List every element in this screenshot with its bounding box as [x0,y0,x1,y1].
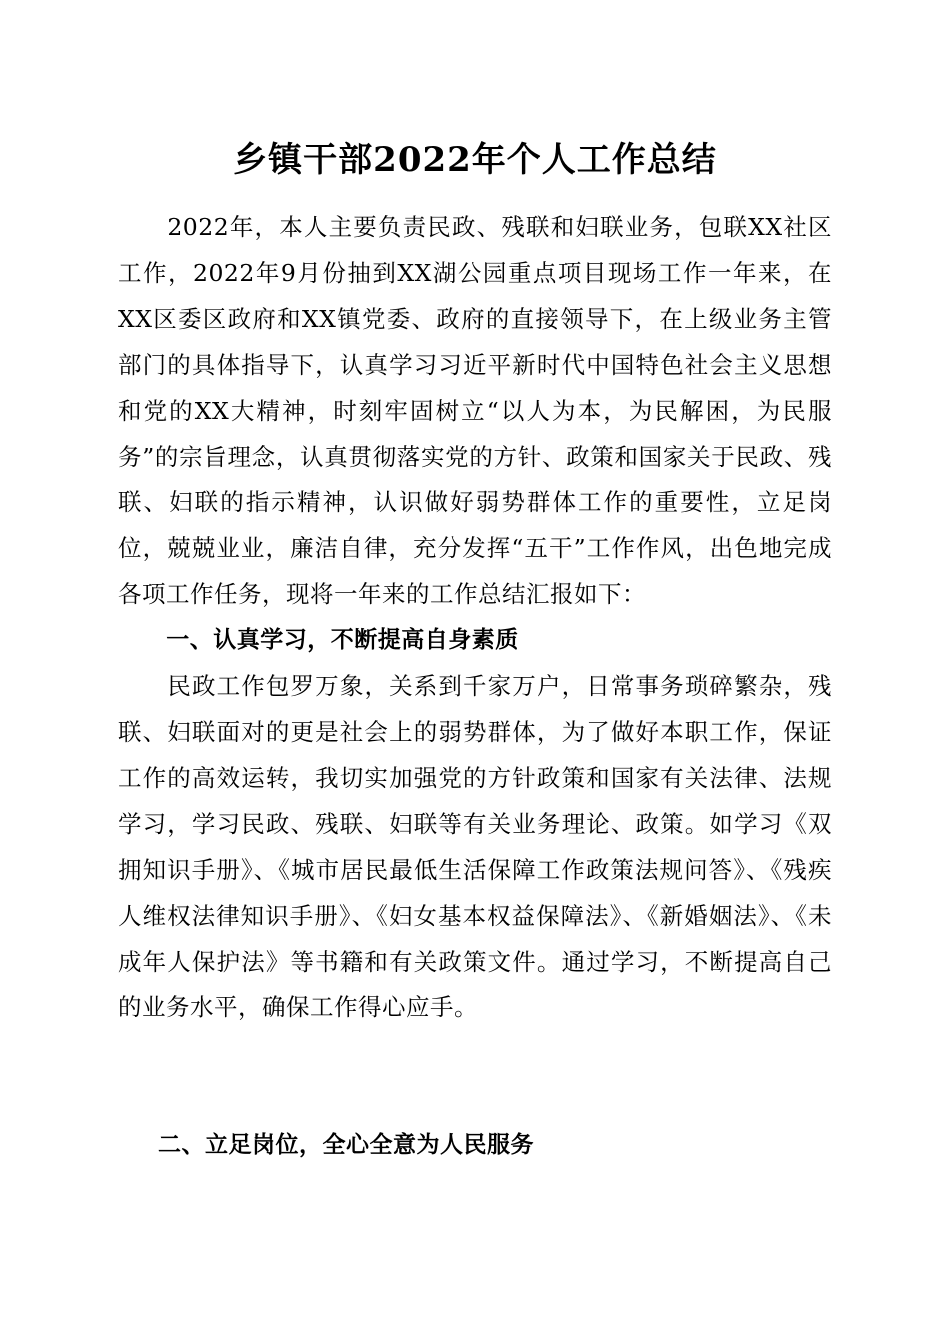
document-title: 乡镇干部2022年个人工作总结 [233,140,717,180]
section-1-heading: 一、认真学习，不断提高自身素质 [166,627,519,654]
document-body [118,205,832,1031]
section-1-paragraph: 民政工作包罗万象，关系到千家万户，日常事务琐碎繁杂，残联、妇联面对的更是社会上的弱势群体，为了做好本职工作，保证工作的高效运转，我切实加强党的方针政策和国家有关法律、法规学习，学习民政、残联、妇联等有关业务理论、政策。如学习《双拥知识手册》、《城市居民最低生活保障工作政策法规问答》、《残疾人维权法律知识手册》、《妇女基本权益保障法》、《新婚姻法》、《未成年人保护法》等书籍和有关政策文件。通过学习，不断提高自己的业务水平，确保工作得心应手。 [118,672,832,1022]
section-2-heading: 二、立足岗位，全心全意为人民服务 [158,1132,534,1158]
intro-paragraph: 2022年，本人主要负责民政、残联和妇联业务，包联XX社区工作，2022年9月份抽到XX湖公园重点项目现场工作一年来，在XX区委区政府和XX镇党委、政府的直接领导下，在上级业务主管部门的具体指导下，认真学习习近平新时代中国特色社会主义思想和党的XX大精神，时刻牢固树立“以人为本，为民解困，为民服务”的宗旨理念，认真贯彻落实党的方针、政策和国家关于民政、残联、妇联的指示精神，认识做好弱势群体工作的重要性，立足岗位，兢兢业业，廉洁自律，充分发挥“五干”工作作风，出色地完成各项工作任务，现将一年来的工作总结汇报如下： [118,213,832,609]
